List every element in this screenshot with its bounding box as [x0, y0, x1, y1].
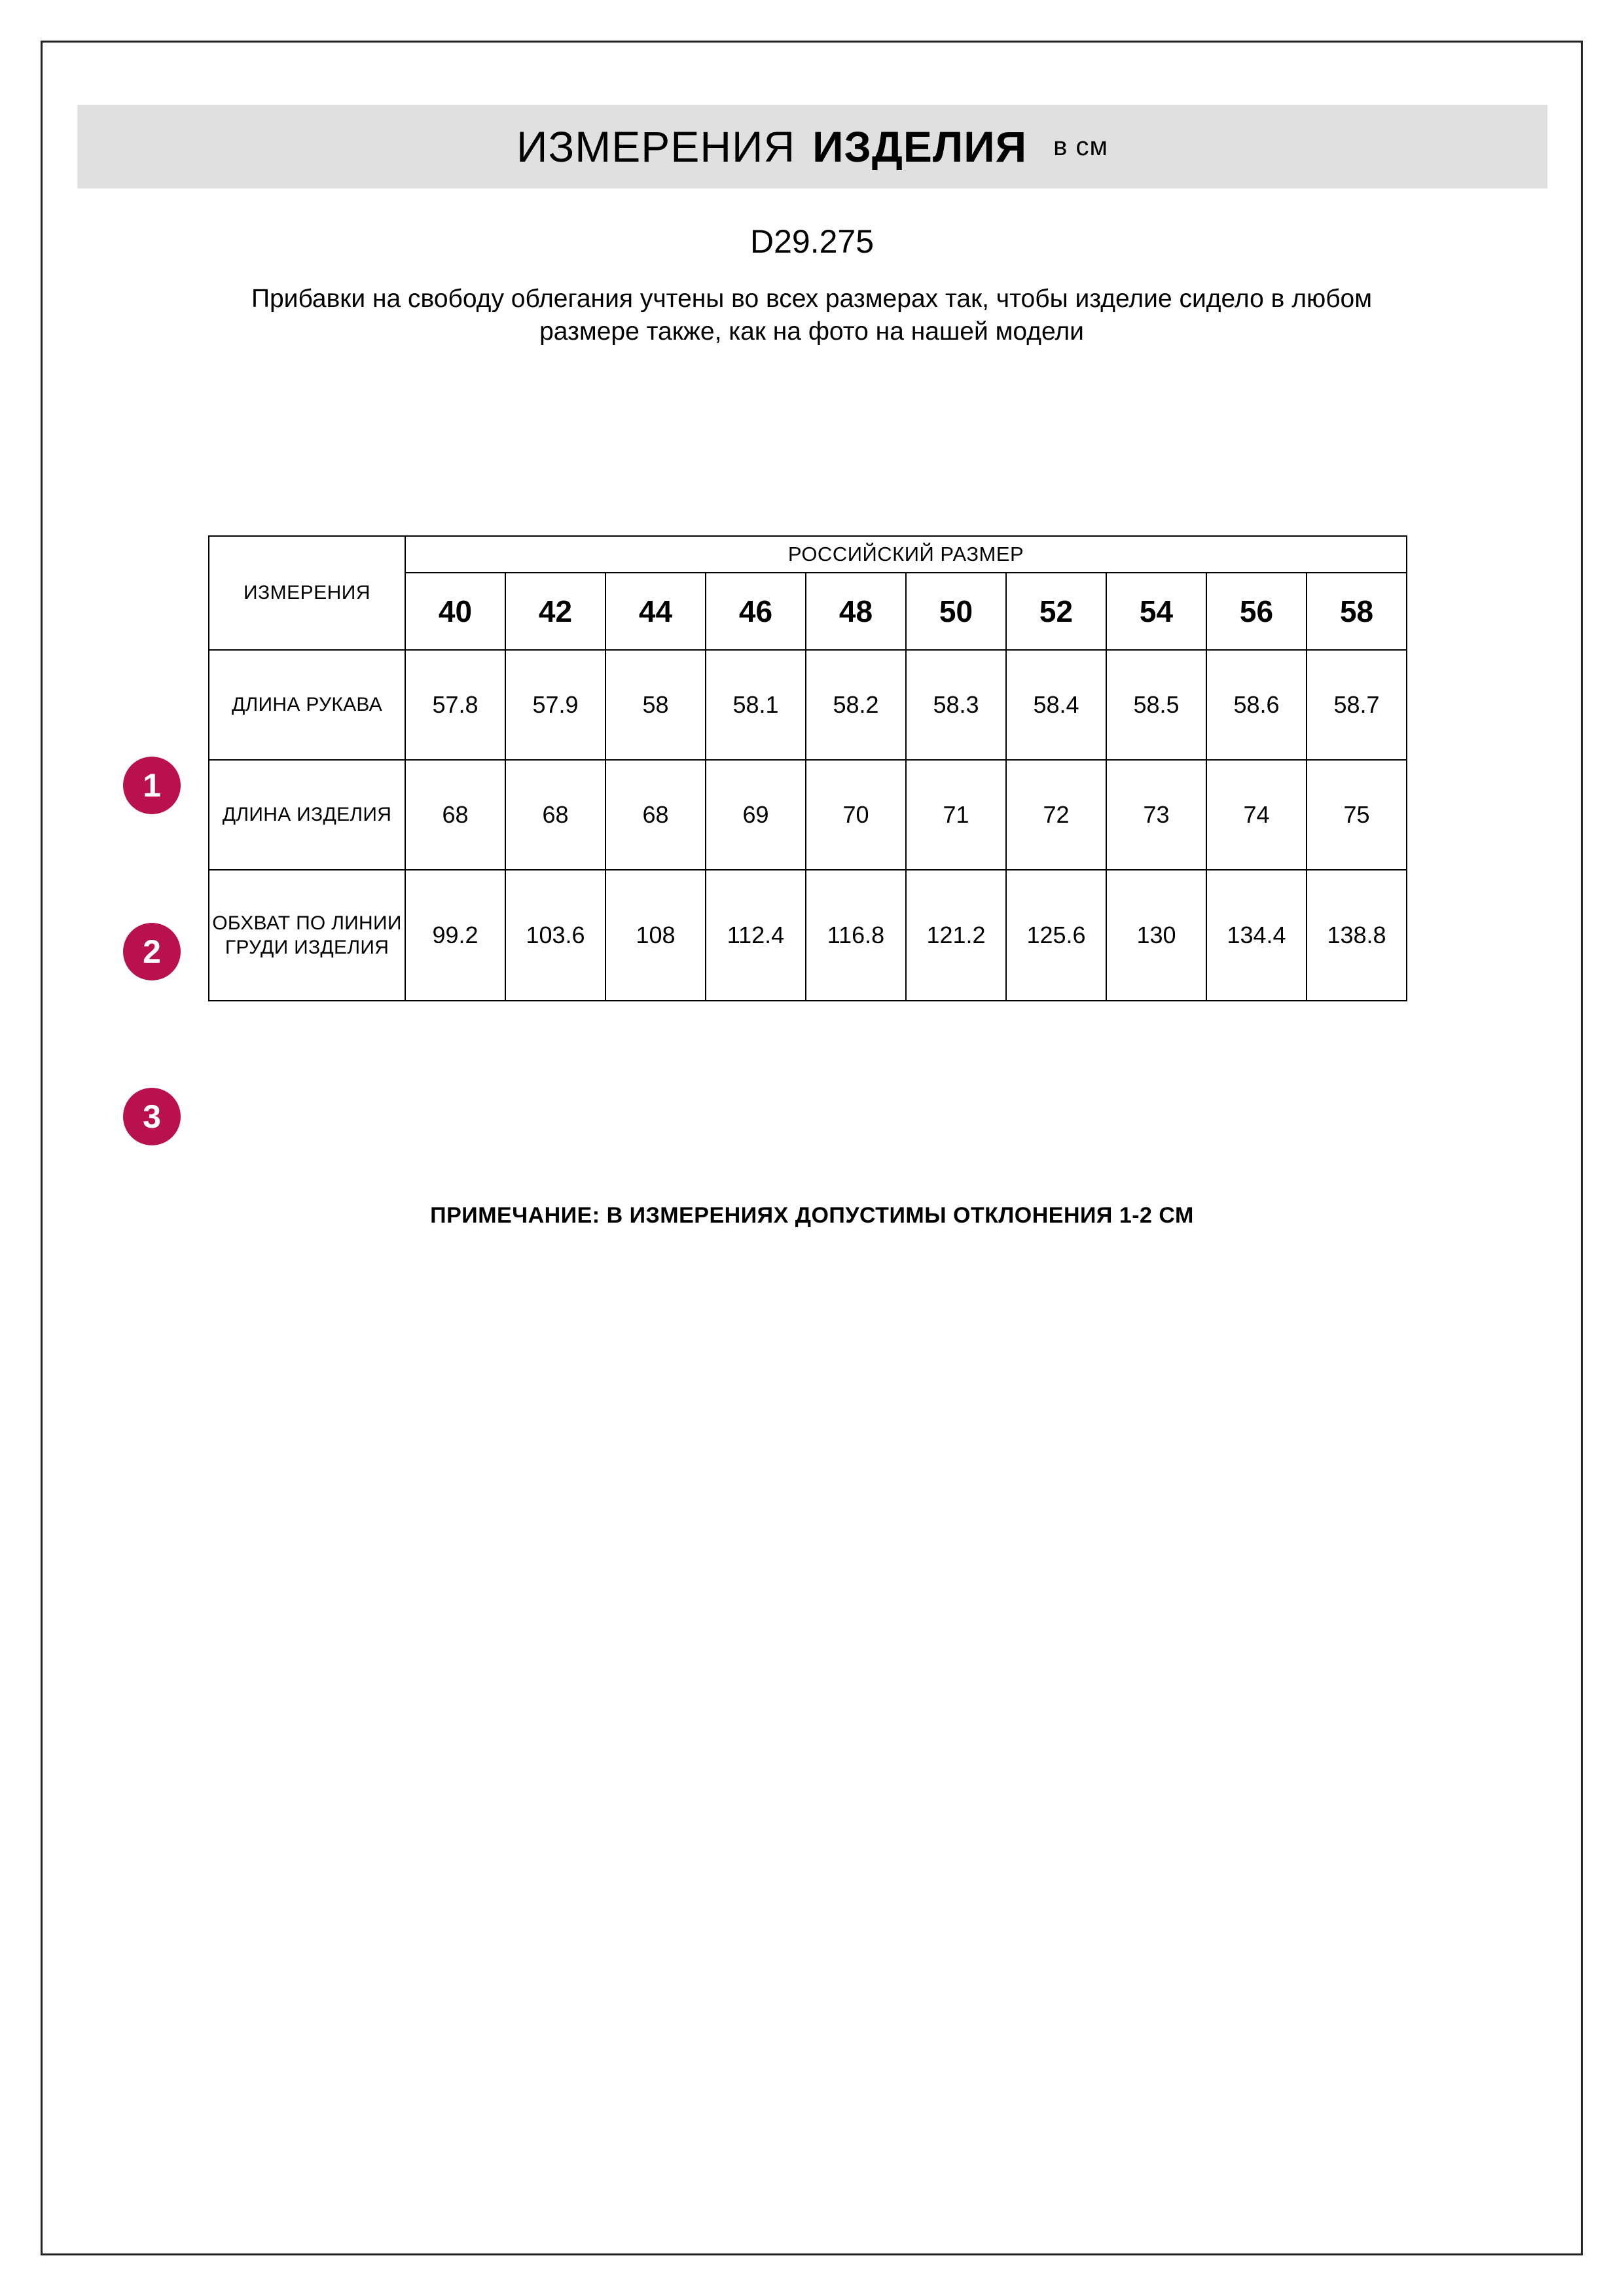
header-russian-size: РОССИЙСКИЙ РАЗМЕР: [405, 536, 1407, 573]
page-title-primary: ИЗМЕРЕНИЯ: [516, 122, 796, 171]
cell-value: 58.6: [1206, 650, 1307, 760]
cell-value: 72: [1006, 760, 1106, 870]
cell-value: 70: [806, 760, 906, 870]
cell-value: 58.2: [806, 650, 906, 760]
header-measurements: ИЗМЕРЕНИЯ: [209, 536, 405, 650]
cell-value: 108: [605, 870, 706, 1001]
cell-value: 130: [1106, 870, 1206, 1001]
cell-value: 138.8: [1307, 870, 1407, 1001]
cell-value: 134.4: [1206, 870, 1307, 1001]
header-size-40: 40: [405, 573, 505, 650]
header-size-50: 50: [906, 573, 1006, 650]
size-table-wrapper: [208, 535, 1406, 1001]
header-size-48: 48: [806, 573, 906, 650]
cell-value: 58.5: [1106, 650, 1206, 760]
cell-value: 73: [1106, 760, 1206, 870]
page-title-secondary: ИЗДЕЛИЯ: [812, 122, 1028, 171]
row-badge-2: 2: [123, 923, 181, 980]
page-title-unit: в см: [1053, 132, 1108, 161]
table-row: [209, 650, 1407, 760]
header-size-42: 42: [505, 573, 605, 650]
header-size-58: 58: [1307, 573, 1407, 650]
cell-value: 58: [605, 650, 706, 760]
document-note: Прибавки на свободу облегания учтены во всех размерах так, чтобы изделие сидело в любом размере также, как на фото на нашей модели: [251, 285, 1373, 346]
title-band: [77, 105, 1547, 188]
header-size-52: 52: [1006, 573, 1106, 650]
row-label-sleeve-length: ДЛИНА РУКАВА: [209, 650, 405, 760]
table-row: [209, 870, 1407, 1001]
table-footnote: ПРИМЕЧАНИЕ: В ИЗМЕРЕНИЯХ ДОПУСТИМЫ ОТКЛОНЕНИЯ 1-2 СМ: [430, 1203, 1194, 1228]
header-size-54: 54: [1106, 573, 1206, 650]
cell-value: 58.4: [1006, 650, 1106, 760]
cell-value: 58.1: [706, 650, 806, 760]
page-border: [41, 41, 1583, 2255]
cell-value: 116.8: [806, 870, 906, 1001]
size-table: [208, 535, 1407, 1001]
cell-value: 68: [505, 760, 605, 870]
row-badge-1: 1: [123, 757, 181, 814]
row-label-product-length: ДЛИНА ИЗДЕЛИЯ: [209, 760, 405, 870]
cell-value: 74: [1206, 760, 1307, 870]
cell-value: 68: [605, 760, 706, 870]
cell-value: 71: [906, 760, 1006, 870]
header-size-44: 44: [605, 573, 706, 650]
cell-value: 57.8: [405, 650, 505, 760]
cell-value: 68: [405, 760, 505, 870]
cell-value: 103.6: [505, 870, 605, 1001]
header-size-46: 46: [706, 573, 806, 650]
header-size-56: 56: [1206, 573, 1307, 650]
cell-value: 99.2: [405, 870, 505, 1001]
document-code: D29.275: [749, 223, 875, 260]
row-label-chest-girth: ОБХВАТ ПО ЛИНИИ ГРУДИ ИЗДЕЛИЯ: [209, 870, 405, 1001]
table-row: [209, 760, 1407, 870]
cell-value: 75: [1307, 760, 1407, 870]
row-badge-3: 3: [123, 1088, 181, 1145]
cell-value: 69: [706, 760, 806, 870]
cell-value: 121.2: [906, 870, 1006, 1001]
cell-value: 112.4: [706, 870, 806, 1001]
cell-value: 58.3: [906, 650, 1006, 760]
cell-value: 57.9: [505, 650, 605, 760]
cell-value: 125.6: [1006, 870, 1106, 1001]
cell-value: 58.7: [1307, 650, 1407, 760]
